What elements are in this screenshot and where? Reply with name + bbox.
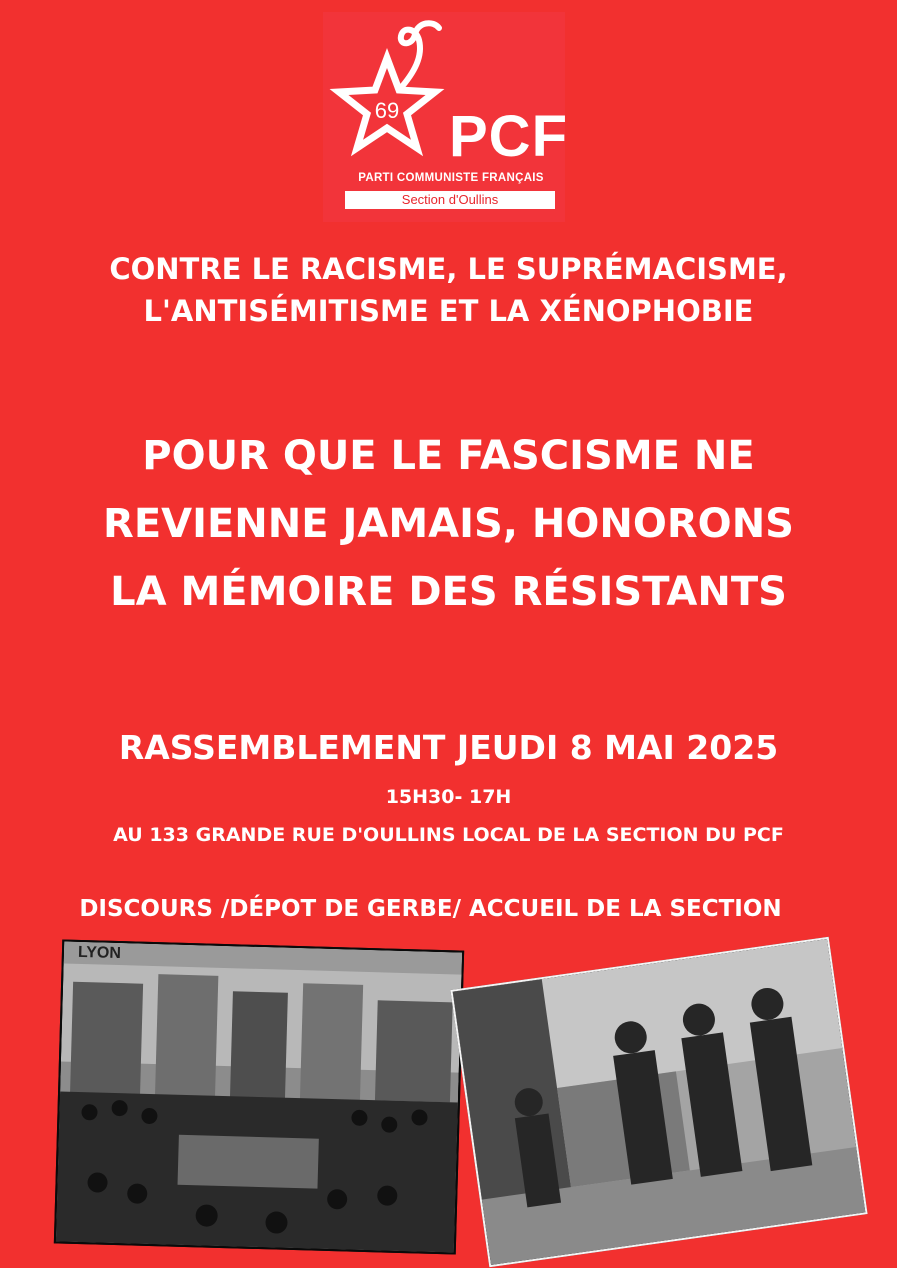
photo-sign-text: LYON [77, 943, 122, 963]
logo-acronym: PCF [449, 104, 568, 169]
event-time: 15H30- 17H [385, 786, 512, 808]
page-border-bottom [0, 1268, 903, 1274]
main-message-line-2: REVIENNE JAMAIS, HONORONS [103, 501, 794, 547]
headline-line-1: CONTRE LE RACISME, LE SUPRÉMACISME, [109, 252, 788, 286]
headline-line-2: L'ANTISÉMITISME ET LA XÉNOPHOBIE [143, 294, 754, 328]
logo-party-name: PARTI COMMUNISTE FRANÇAIS [358, 172, 544, 184]
event-location: AU 133 GRANDE RUE D'OULLINS LOCAL DE LA SECTION DU PCF [113, 824, 784, 846]
pcf-logo [323, 12, 568, 222]
main-message-line-1: POUR QUE LE FASCISME NE [142, 433, 755, 479]
crowd-photo [54, 939, 464, 1254]
event-program: DISCOURS /DÉPOT DE GERBE/ ACCUEIL DE LA SECTION [79, 896, 782, 922]
logo-section-label: Section d'Oullins [345, 191, 555, 209]
main-message-line-3: LA MÉMOIRE DES RÉSISTANTS [110, 569, 787, 615]
resistance-fighters-photo [450, 937, 867, 1267]
logo-number: 69 [374, 98, 400, 123]
page-border-right [897, 0, 903, 1274]
event-title: RASSEMBLEMENT JEUDI 8 MAI 2025 [118, 728, 779, 767]
